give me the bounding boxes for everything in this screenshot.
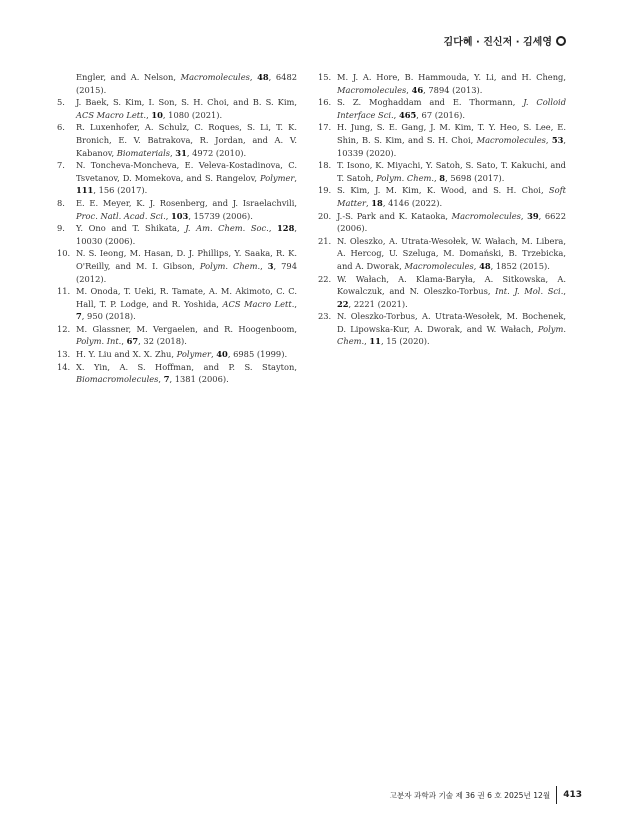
reference-number: 11. <box>57 286 71 297</box>
reference-authors: Engler, and A. Nelson, <box>76 72 181 82</box>
reference-journal: Polymer <box>260 172 295 183</box>
reference-volume: 465 <box>398 109 417 120</box>
reference-separator: , <box>366 197 372 208</box>
reference-journal: Macromolecules <box>476 134 546 145</box>
reference-authors: S. Z. Moghaddam and E. Thormann, <box>337 97 524 108</box>
reference-pages-year: , 6985 (1999). <box>227 349 288 360</box>
reference-pages-year: , 6622 (2006). <box>337 210 566 234</box>
reference-number: 23. <box>318 311 332 322</box>
reference-item <box>57 323 297 348</box>
reference-volume: 22 <box>337 298 349 309</box>
reference-item <box>57 159 297 197</box>
reference-number: 13. <box>57 349 71 360</box>
reference-separator: , <box>249 72 258 82</box>
reference-pages-year: , 950 (2018). <box>81 311 136 322</box>
reference-authors: M. J. A. Hore, B. Hammouda, Y. Li, and H. Cheng, <box>337 72 566 82</box>
reference-journal: Macromolecules <box>337 84 407 95</box>
reference-item <box>318 96 566 121</box>
reference-pages-year: , 15739 (2006). <box>188 210 253 221</box>
reference-volume: 53 <box>551 134 564 145</box>
reference-volume: 8 <box>439 172 446 183</box>
reference-journal: Polym. Int. <box>76 336 122 347</box>
reference-volume: 128 <box>277 223 295 234</box>
reference-separator: , <box>294 298 298 309</box>
reference-journal: Soft Matter <box>337 185 566 208</box>
reference-volume: 48 <box>257 72 269 82</box>
reference-item <box>318 121 566 159</box>
reference-authors: N. Oleszko-Torbus, A. Utrata-Wesołek, M. Bochenek, D. Lipowska-Kur, A. Dworak, and W. Wałach, <box>337 311 566 334</box>
reference-number: 19. <box>318 185 332 196</box>
reference-item <box>57 197 297 222</box>
reference-separator: , <box>165 210 172 221</box>
references-left-column <box>57 71 297 386</box>
reference-number: 16. <box>318 97 332 108</box>
reference-journal: Macromolecules <box>404 260 474 271</box>
reference-item <box>57 361 297 386</box>
reference-pages-year: , 7894 (2013). <box>423 84 483 95</box>
reference-authors: Y. Ono and T. Shikata, <box>76 223 186 234</box>
reference-number: 12. <box>57 323 71 334</box>
reference-number: 21. <box>318 235 332 246</box>
reference-volume: 18 <box>371 197 383 208</box>
reference-separator: , <box>520 210 528 221</box>
reference-number: 22. <box>318 273 332 284</box>
reference-separator: , <box>158 374 164 385</box>
running-header <box>444 33 566 48</box>
reference-separator: , <box>170 147 176 158</box>
reference-number: 10. <box>57 248 71 259</box>
reference-item <box>318 310 566 348</box>
reference-authors: H. Jung, S. E. Gang, J. M. Kim, T. Y. Heo, S. Lee, E. Shin, B. S. Kim, and S. H. Choi, <box>337 122 566 145</box>
reference-number: 17. <box>318 122 332 133</box>
reference-pages-year: , 4146 (2022). <box>382 197 443 208</box>
reference-separator: , <box>473 260 480 271</box>
reference-number: 9. <box>57 223 65 234</box>
reference-journal: ACS Macro Lett. <box>76 109 147 120</box>
reference-journal: Proc. Natl. Acad. Sci. <box>76 210 166 221</box>
reference-item <box>318 71 566 96</box>
header-authors: 김다혜 · 진신저 · 김세영 <box>443 37 552 48</box>
reference-number: 5. <box>57 97 65 108</box>
page-number: 413 <box>563 790 582 800</box>
footer-journal: 고분자 과학과 기술 제 36 권 6 호 2025년 12월 <box>389 790 551 800</box>
reference-journal: J. Colloid Interface Sci. <box>337 97 567 120</box>
reference-pages-year: , 794 (2012). <box>76 260 297 284</box>
reference-pages-year: , 5698 (2017). <box>445 172 505 183</box>
reference-journal: Polym. Chem. <box>376 172 435 183</box>
reference-volume: 3 <box>267 260 274 271</box>
reference-authors: E. E. Meyer, K. J. Rosenberg, and J. Israelachvili, <box>76 197 297 208</box>
reference-journal: Polymer <box>176 349 211 360</box>
reference-item <box>57 348 297 361</box>
reference-number: 14. <box>57 361 71 372</box>
reference-item <box>318 235 566 273</box>
reference-volume: 48 <box>479 260 491 271</box>
reference-separator: , <box>268 223 278 234</box>
reference-volume: 11 <box>369 336 381 347</box>
reference-pages-year: , 10339 (2020). <box>337 134 566 158</box>
reference-volume: 46 <box>411 84 424 95</box>
reference-separator: , <box>545 134 552 145</box>
reference-separator: , <box>563 286 566 297</box>
reference-authors: W. Wałach, A. Klama-Baryła, A. Sitkowska, A. Kowalczuk, and N. Oleszko-Torbus, <box>337 273 566 297</box>
reference-authors: T. Isono, K. Miyachi, Y. Satoh, S. Sato, T. Kakuchi, and T. Satoh, <box>337 160 566 183</box>
reference-number: 6. <box>57 122 65 133</box>
reference-authors: N. S. Ieong, M. Hasan, D. J. Phillips, Y. Saaka, R. K. O'Reilly, and M. I. Gibson, <box>76 248 297 271</box>
reference-number: 8. <box>57 197 65 208</box>
reference-pages-year: , 1381 (2006). <box>169 374 229 385</box>
reference-volume: 10 <box>151 109 163 120</box>
reference-journal: Polym. Chem. <box>199 260 261 271</box>
circle-icon <box>556 36 566 46</box>
reference-separator: , <box>121 336 127 347</box>
reference-journal: Macromolecules <box>180 72 250 82</box>
reference-item <box>57 121 297 159</box>
reference-journal: ACS Macro Lett. <box>222 298 295 309</box>
reference-separator: , <box>364 336 370 347</box>
reference-pages-year: , 67 (2016). <box>416 109 465 120</box>
page-footer <box>390 786 582 804</box>
reference-number: 15. <box>318 72 332 82</box>
reference-authors: H. Y. Liu and X. X. Zhu, <box>76 349 177 360</box>
reference-pages-year: , 6482 (2015). <box>76 72 298 95</box>
reference-pages-year: , 156 (2017). <box>93 185 148 196</box>
references-right-column <box>318 71 566 348</box>
reference-item <box>318 184 566 209</box>
reference-item <box>318 210 566 235</box>
reference-item <box>57 285 297 323</box>
reference-volume: 31 <box>175 147 187 158</box>
reference-journal: Biomacromolecules <box>76 374 159 385</box>
reference-journal: Macromolecules <box>451 210 521 221</box>
reference-authors: J.-S. Park and K. Kataoka, <box>337 210 452 221</box>
reference-authors: X. Yin, A. S. Hoffman, and P. S. Stayton, <box>76 361 297 372</box>
reference-number: 7. <box>57 160 65 171</box>
reference-item <box>57 96 297 121</box>
reference-journal: J. Am. Chem. Soc. <box>185 223 269 234</box>
reference-volume: 67 <box>126 336 139 347</box>
reference-pages-year: , 1080 (2021). <box>162 109 223 120</box>
reference-volume: 39 <box>527 210 539 221</box>
reference-pages-year: , 1852 (2015). <box>490 260 550 271</box>
reference-authors: J. Baek, S. Kim, I. Son, S. H. Choi, and B. S. Kim, <box>76 97 297 108</box>
reference-item <box>57 222 297 247</box>
reference-journal: Biomaterials <box>116 147 171 158</box>
reference-separator: , <box>146 109 152 120</box>
reference-pages-year: , 10030 (2006). <box>76 223 297 246</box>
reference-pages-year: , 2221 (2021). <box>348 298 408 309</box>
reference-separator: , <box>260 260 268 271</box>
reference-separator: , <box>434 172 440 183</box>
reference-separator: , <box>211 349 217 360</box>
footer-divider <box>556 786 557 804</box>
reference-volume: 103 <box>171 210 189 221</box>
reference-separator: , <box>393 109 399 120</box>
reference-item <box>318 273 566 311</box>
reference-number: 18. <box>318 160 332 171</box>
reference-authors: M. Glassner, M. Vergaelen, and R. Hoogenboom, <box>76 323 297 334</box>
reference-separator: , <box>406 84 412 95</box>
reference-separator: , <box>294 172 297 183</box>
reference-volume: 40 <box>216 349 228 360</box>
reference-authors: M. Onoda, T. Ueki, R. Tamate, A. M. Akimoto, C. C. Hall, T. P. Lodge, and R. Yoshida, <box>76 286 297 309</box>
reference-authors: S. Kim, J. M. Kim, K. Wood, and S. H. Choi, <box>337 185 549 196</box>
reference-item <box>318 159 566 184</box>
reference-authors: N. Toncheva-Moncheva, E. Veleva-Kostadinova, C. Tsvetanov, D. Momekova, and S. Rangelov, <box>76 160 297 183</box>
reference-volume: 111 <box>76 185 94 196</box>
reference-item <box>57 71 297 96</box>
reference-number: 20. <box>318 210 332 221</box>
reference-journal: Polym. Chem. <box>337 323 566 347</box>
reference-authors: R. Luxenhofer, A. Schulz, C. Roques, S. Li, T. K. Bronich, E. V. Batrakova, R. Jordan, and A. V. Kabanov, <box>76 122 297 158</box>
reference-pages-year: , 32 (2018). <box>138 336 187 347</box>
reference-item <box>57 247 297 285</box>
reference-volume: 7 <box>76 311 82 322</box>
reference-pages-year: , 4972 (2010). <box>186 147 247 158</box>
reference-journal: Int. J. Mol. Sci. <box>495 286 564 297</box>
reference-pages-year: , 15 (2020). <box>380 336 430 347</box>
reference-authors: N. Oleszko, A. Utrata-Wesołek, W. Wałach, M. Libera, A. Hercog, U. Szeluga, M. Domański, B. Trzebicka, and A. Dworak, <box>337 235 566 271</box>
reference-volume: 7 <box>163 374 170 385</box>
